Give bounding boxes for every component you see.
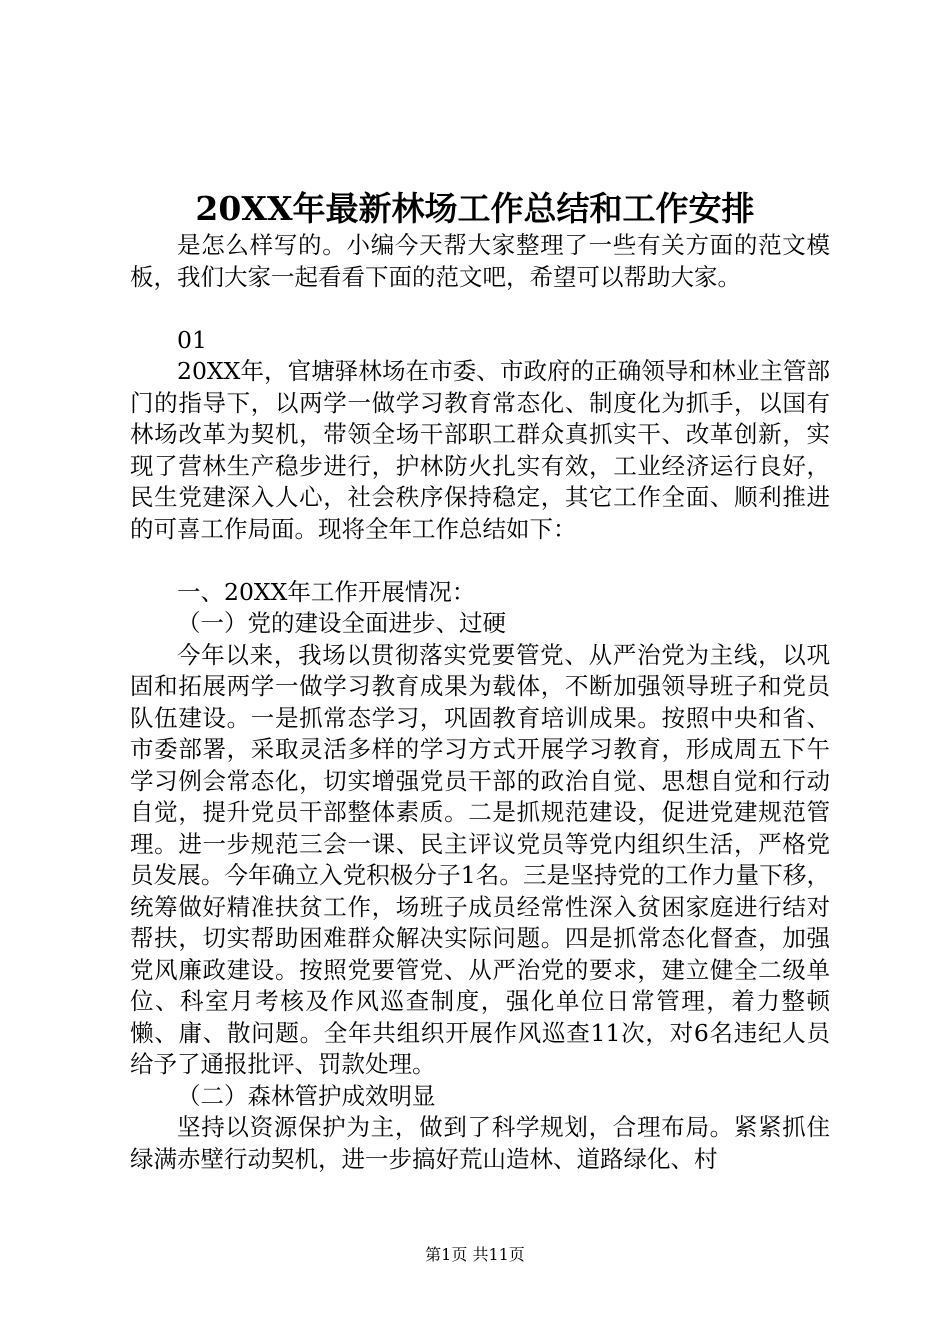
paragraph-forest-protection: 坚持以资源保护为主，做到了科学规划，合理布局。紧紧抓住绿满赤壁行动契机，进一步搞好荒山造林、道路绿化、村: [130, 1113, 830, 1173]
spacer: [130, 293, 830, 325]
document-body: [130, 230, 830, 1175]
page-footer: 第1页 共11页: [425, 1245, 525, 1264]
paragraph-summary: 20XX年，官塘驿林场在市委、市政府的正确领导和林业主管部门的指导下，以两学一做学习教育常态化、制度化为抓手，以国有林场改革为契机，带领全场干部职工群众真抓实干、改革创新，实现了营林生产稳步进行，护林防火扎实有效，工业经济运行良好，民生党建深入人心，社会秩序保持稳定，其它工作全面、顺利推进的可喜工作局面。现将全年工作总结如下：: [130, 357, 830, 543]
section-number: 01: [177, 325, 207, 354]
intro-paragraph: 是怎么样写的。小编今天帮大家整理了一些有关方面的范文模板，我们大家一起看看下面的范文吧，希望可以帮助大家。: [130, 231, 830, 291]
subheading-forest-protection: （二）森林管护成效明显: [177, 1081, 436, 1110]
spacer: [130, 545, 830, 577]
subheading-party-building: （一）党的建设全面进步、过硬: [177, 609, 506, 637]
paragraph-party-building: 今年以来，我场以贯彻落实党要管党、从严治党为主线，以巩固和拓展两学一做学习教育成果为载体，不断加强领导班子和党员队伍建设。一是抓常态学习，巩固教育培训成果。按照中央和省、市委部署，采取灵活多样的学习方式开展学习教育，形成周五下午学习例会常态化，切实增强党员干部的政治自觉、思想自觉和行动自觉，提升党员干部整体素质。二是抓规范建设，促进党建规范管理。进一步规范三会一课、民主评议党员等党内组织生活，严格党员发展。今年确立入党积极分子1名。三是坚持党的工作力量下移，统筹做好精准扶贫工作，场班子成员经常性深入贫困家庭进行结对帮扶，切实帮助困难群众解决实际问题。四是抓常态化督查，加强党风廉政建设。按照党要管党、从严治党的要求，建立健全二级单位、科室月考核及作风巡查制度，强化单位日常管理，着力整顿懒、庸、散问题。全年共组织开展作风巡查11次，对6名违纪人员给予了通报批评、罚款处理。: [130, 640, 830, 1078]
document-title: 20XX年最新林场工作总结和工作安排: [195, 189, 755, 228]
heading-work-progress: 一、20XX年工作开展情况：: [177, 577, 476, 606]
